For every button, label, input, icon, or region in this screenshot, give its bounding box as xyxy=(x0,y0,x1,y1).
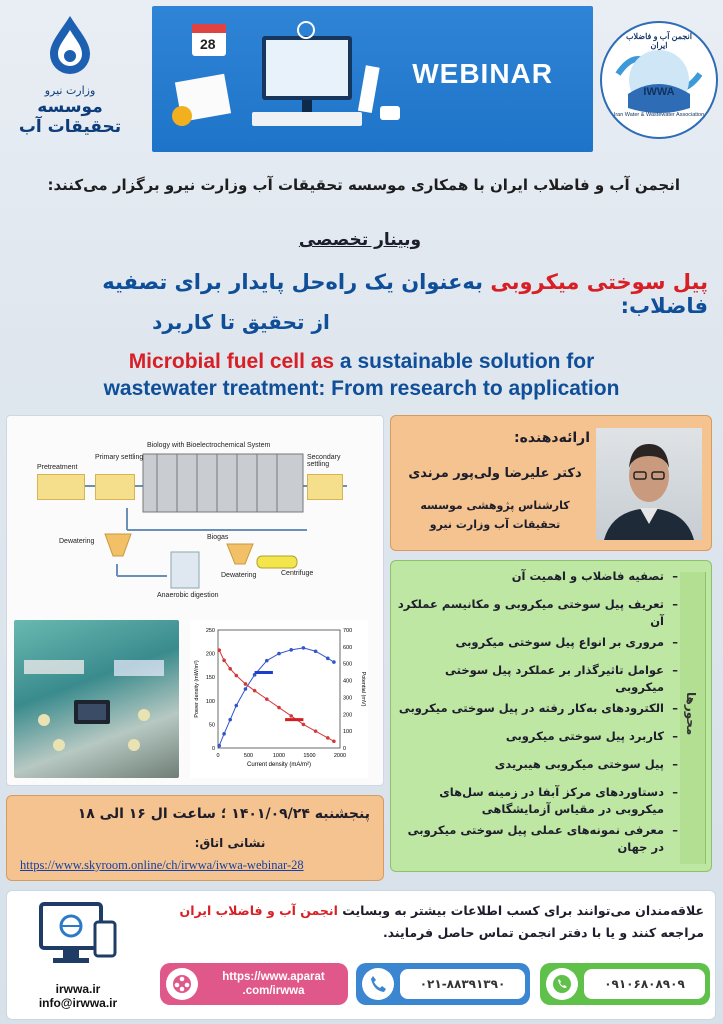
banner-title: WEBINAR xyxy=(412,58,553,89)
room-link[interactable]: https://www.skyroom.online/ch/irwwa/iwwa-webinar-28 xyxy=(20,858,304,872)
footer-text-part1: علاقه‌مندان می‌توانند برای کسب اطلاعات بیشتر به وبسایت xyxy=(337,903,704,918)
y2-tick-label: 700 xyxy=(343,628,353,634)
webinar-banner xyxy=(152,6,593,152)
ministry-label: وزارت نیرو xyxy=(44,84,96,97)
data-point xyxy=(228,667,232,671)
data-point xyxy=(332,739,336,743)
whatsapp-icon xyxy=(546,968,578,1000)
presenter-role xyxy=(400,496,590,534)
data-point xyxy=(326,657,330,661)
y2-tick-label: 500 xyxy=(343,661,353,668)
data-point xyxy=(217,744,221,748)
title-fa-rest: به‌عنوان یک راه‌حل پایدار برای تصفیه فاضلاب: xyxy=(102,270,708,318)
y2-tick-label: 0 xyxy=(343,746,347,752)
calendar-day: 28 xyxy=(200,36,216,52)
y2-tick-label: 300 xyxy=(343,695,353,702)
title-fa-highlight: پیل سوختی میکروبی xyxy=(490,270,708,294)
email-text: info@irwwa.ir xyxy=(38,996,118,1010)
bioelectrochemical-label: Biology with Bioelectrochemical System xyxy=(147,442,271,449)
water-drop-icon xyxy=(42,14,98,78)
topics-tab xyxy=(680,572,706,864)
aparat-line2: .com/irwwa xyxy=(242,985,305,997)
biogas-label: Biogas xyxy=(207,534,229,541)
y-tick-label: 100 xyxy=(205,698,215,705)
intro-text: انجمن آب و فاضلاب ایران با همکاری موسسه تحقیقات آب وزارت نیرو برگزار می‌کنند: xyxy=(47,176,680,194)
topic-item: – عوامل تاثیرگذار بر عملکرد پیل سوختی میکروبی xyxy=(396,662,678,700)
presenter-name: دکتر علیرضا ولی‌پور مرندی xyxy=(408,466,582,481)
topic-item: – کاربرد پیل سوختی میکروبی xyxy=(396,728,678,756)
phone-icon xyxy=(362,968,394,1000)
data-point xyxy=(235,674,239,678)
plot-frame xyxy=(218,630,340,748)
dewatering-label-1: Dewatering xyxy=(59,538,95,545)
data-point xyxy=(265,697,269,701)
series-line-1 xyxy=(219,650,334,741)
footer-text-part2: مراجعه کنند و یا با دفتر انجمن تماس حاصل فرمایند. xyxy=(382,925,704,940)
x-axis-label: Current density (mA/m²) xyxy=(246,762,312,768)
webinar-type: وبینار تخصصی xyxy=(298,230,422,250)
topic-item: – پیل سوختی میکروبی هیبریدی xyxy=(396,756,678,784)
phone-contact[interactable] xyxy=(356,963,530,1005)
footer-text xyxy=(148,900,704,944)
y-tick-label: 50 xyxy=(208,722,215,729)
data-point xyxy=(332,660,336,664)
data-point xyxy=(222,659,226,663)
data-point xyxy=(277,652,281,656)
anaerobic-digestion-label: Anaerobic digestion xyxy=(157,592,219,599)
whatsapp-contact[interactable] xyxy=(540,963,710,1005)
presenter-heading: ارائه‌دهنده: xyxy=(514,430,590,446)
x-tick-label: 500 xyxy=(243,753,254,759)
title-en-highlight: Microbial fuel cell as xyxy=(128,350,335,373)
topics-tab-label: محورها xyxy=(684,692,698,736)
lab-setup-photo xyxy=(14,620,179,778)
y2-tick-label: 100 xyxy=(343,729,353,736)
website-text: irwwa.ir xyxy=(55,982,101,996)
title-fa-line2: از تحقیق تا کاربرد xyxy=(152,310,330,334)
presenter-role-line1: کارشناس پژوهشی موسسه xyxy=(420,499,570,512)
room-label: نشانی اتاق: xyxy=(194,836,266,850)
data-point xyxy=(277,706,281,710)
topic-item: – دستاوردهای مرکز آبفا در زمینه سل‌های میکروبی در مقیاس آزمایشگاهی xyxy=(396,784,678,822)
data-point xyxy=(217,648,221,652)
y-tick-label: 0 xyxy=(211,746,215,752)
iwwa-name-en: Iran Water & Wastewater Association xyxy=(613,112,705,118)
iwwa-abbr: IWWA xyxy=(643,86,675,98)
centrifuge-label: Centrifuge xyxy=(281,570,314,577)
topic-item: – تصفیه فاضلاب و اهمیت آن xyxy=(396,568,678,596)
data-point xyxy=(244,687,248,691)
website-card xyxy=(14,896,142,1014)
data-point xyxy=(253,689,257,693)
data-point xyxy=(326,736,330,740)
primary-settling-label: Primary settling xyxy=(95,454,144,461)
aparat-line1: https://www.aparat xyxy=(222,971,325,983)
schedule-date: پنجشنبه ۱۴۰۱/۰۹/۲۴ ؛ ساعت ال ۱۶ الی ۱۸ xyxy=(77,806,370,822)
iwwa-name-fa: انجمن آب و فاضلاب ایران xyxy=(626,32,692,50)
data-point xyxy=(235,704,239,708)
data-point xyxy=(222,732,226,736)
secondary-settling-label: Secondary settling xyxy=(307,454,341,468)
data-point xyxy=(302,723,306,727)
aparat-contact[interactable] xyxy=(160,963,348,1005)
y-axis-label: Power density (mW/m²) xyxy=(194,660,200,718)
polarization-chart xyxy=(190,620,368,778)
topic-item: – تعریف پیل سوختی میکروبی و مکانیسم عملکرد آن xyxy=(396,596,678,634)
presenter-photo xyxy=(596,428,702,540)
data-point xyxy=(314,729,318,733)
data-point xyxy=(314,649,318,653)
phone-number: ۰۲۱-۸۸۳۹۱۳۹۰ xyxy=(400,969,525,999)
data-point xyxy=(228,718,232,722)
x-tick-label: 1000 xyxy=(272,753,286,759)
aparat-link[interactable] xyxy=(204,970,343,998)
water-research-institute-logo xyxy=(0,10,140,150)
data-point xyxy=(302,646,306,650)
whatsapp-number: ۰۹۱۰۶۸۰۸۹۰۹ xyxy=(584,969,705,999)
iwwa-logo xyxy=(598,14,720,146)
topic-item: – الکترودهای به‌کار رفته در پیل سوختی میکروبی xyxy=(396,700,678,728)
y2-axis-label: Potential (mV) xyxy=(360,671,366,707)
footer-text-highlight: انجمن آب و فاضلاب ایران xyxy=(179,903,338,918)
title-en-rest: a sustainable solution for xyxy=(334,350,595,373)
x-tick-label: 1500 xyxy=(303,753,316,759)
y2-tick-label: 200 xyxy=(343,712,353,719)
institute-name: موسسه تحقیقات آب xyxy=(18,97,122,137)
presenter-role-line2: تحقیقات آب وزارت نیرو xyxy=(429,518,561,531)
data-point xyxy=(265,659,269,663)
y2-tick-label: 400 xyxy=(343,678,353,685)
aparat-icon xyxy=(166,968,198,1000)
x-tick-label: 2000 xyxy=(333,753,347,759)
y-tick-label: 200 xyxy=(205,651,215,658)
y-tick-label: 150 xyxy=(205,675,215,682)
dewatering-label-2: Dewatering xyxy=(221,572,257,579)
y-tick-label: 250 xyxy=(205,628,215,634)
data-point xyxy=(244,682,248,686)
pretreatment-label: Pretreatment xyxy=(37,464,78,471)
y2-tick-label: 600 xyxy=(343,644,353,651)
data-point xyxy=(289,714,293,718)
computer-globe-icon xyxy=(33,896,123,978)
title-en xyxy=(20,348,703,402)
title-en-line2: wastewater treatment: From research to application xyxy=(103,377,620,400)
topic-item: – مروری بر انواع پیل سوختی میکروبی xyxy=(396,634,678,662)
topics-list xyxy=(396,568,678,860)
x-tick-label: 0 xyxy=(216,753,220,759)
topic-item: – معرفی نمونه‌های عملی پیل سوختی میکروبی در جهان xyxy=(396,822,678,860)
data-point xyxy=(289,648,293,652)
